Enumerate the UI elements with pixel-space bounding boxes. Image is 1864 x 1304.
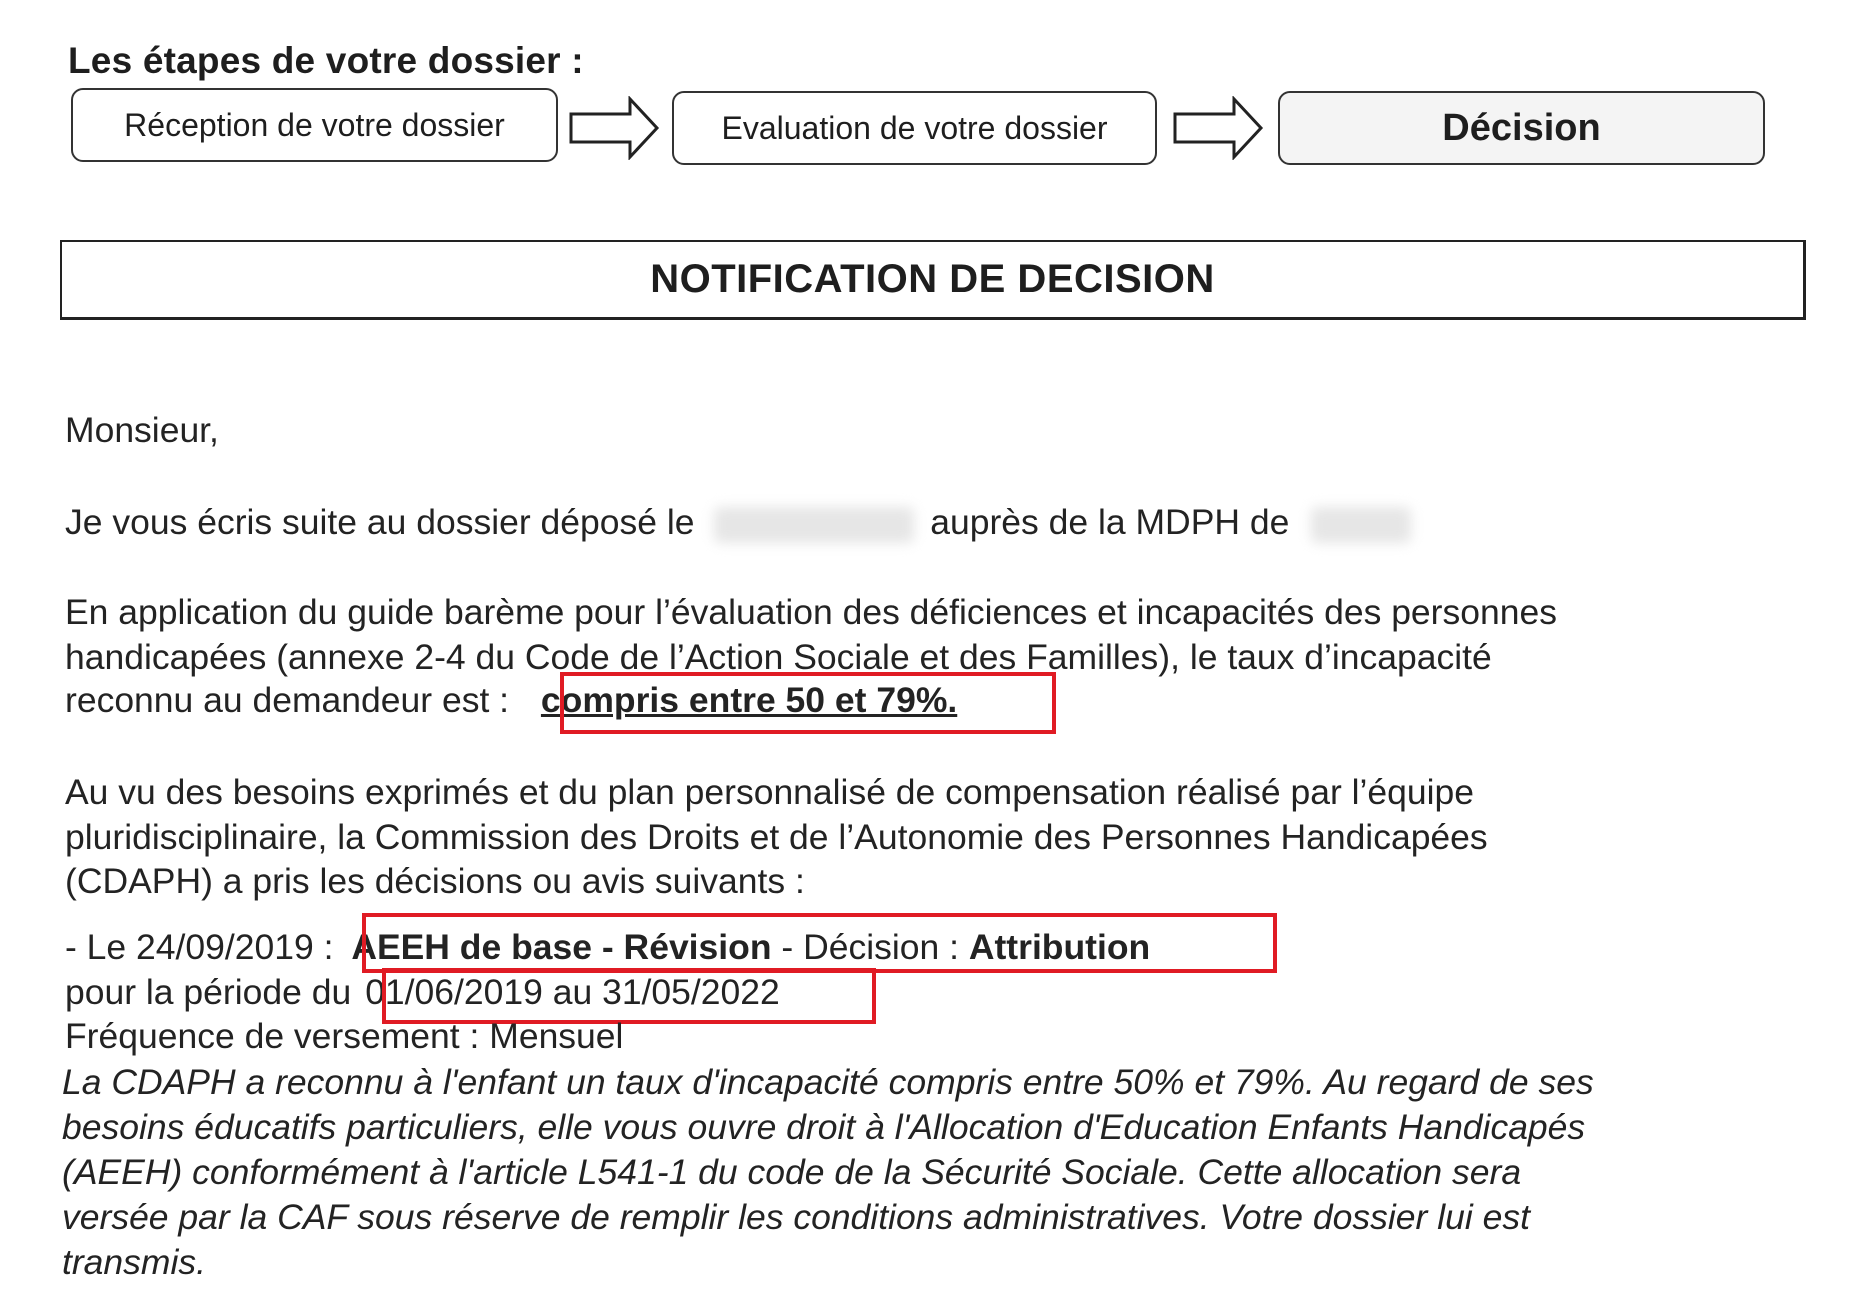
intro-line [65, 500, 1411, 544]
step-evaluation [672, 91, 1157, 165]
periode-dates: 01/06/2019 au 31/05/2022 [365, 972, 780, 1012]
frequence-line: Fréquence de versement : Mensuel [65, 1016, 624, 1056]
right-arrow-icon [1172, 96, 1264, 160]
besoins-line-1: Au vu des besoins exprimés et du plan personnalisé de compensation réalisé par l’équipe [65, 772, 1475, 812]
barreme-line-2: handicapées (annexe 2-4 du Code de l’Action Sociale et des Familles), le taux d’incapacité [65, 637, 1492, 677]
details-line: La CDAPH a reconnu à l'enfant un taux d'incapacité compris entre 50% et 79%. Au regard de ses [62, 1062, 1594, 1102]
barreme-prefix: reconnu au demandeur est : [65, 680, 510, 720]
redacted-location [1311, 507, 1411, 543]
notification-title-box [60, 240, 1806, 320]
details-line: transmis. [62, 1242, 206, 1282]
salutation: Monsieur, [65, 410, 219, 450]
details-line: (AEEH) conformément à l'article L541-1 du code de la Sécurité Sociale. Cette allocation sera [62, 1152, 1522, 1192]
barreme-line-1: En application du guide barème pour l’évaluation des déficiences et incapacités des personnes [65, 592, 1557, 632]
step-reception [71, 88, 558, 162]
periode-prefix: pour la période du [65, 972, 352, 1012]
step-label: Evaluation de votre dossier [721, 109, 1108, 146]
highlight-decision [362, 913, 1277, 973]
intro-middle: auprès de la MDPH de [930, 502, 1290, 542]
decision-type: AEEH de base - Révision [351, 927, 772, 967]
besoins-line-2: pluridisciplinaire, la Commission des Droits et de l’Autonomie des Personnes Handicapées [65, 817, 1488, 857]
notification-title: NOTIFICATION DE DECISION [650, 257, 1215, 301]
decision-date: - Le 24/09/2019 : [65, 927, 334, 967]
step-decision-current [1278, 91, 1765, 165]
decision-details [62, 1060, 1782, 1285]
details-line: besoins éducatifs particuliers, elle vous ouvre droit à l'Allocation d'Education Enfants Handicapés [62, 1107, 1586, 1147]
details-line: versée par la CAF sous réserve de remplir les conditions administratives. Votre dossier lui est [62, 1197, 1530, 1237]
highlight-taux [560, 672, 1056, 734]
besoins-line-3: (CDAPH) a pris les décisions ou avis suivants : [65, 861, 805, 901]
taux-incapacite: compris entre 50 et 79%. [540, 680, 958, 720]
redacted-date [714, 507, 914, 543]
decision-separator: - Décision : [781, 927, 959, 967]
right-arrow-icon [568, 96, 660, 160]
step-label: Réception de votre dossier [124, 106, 505, 143]
steps-title: Les étapes de votre dossier : [68, 40, 584, 81]
step-label: Décision [1442, 106, 1601, 149]
intro-before: Je vous écris suite au dossier déposé le [65, 502, 695, 542]
decision-result: Attribution [968, 927, 1151, 967]
